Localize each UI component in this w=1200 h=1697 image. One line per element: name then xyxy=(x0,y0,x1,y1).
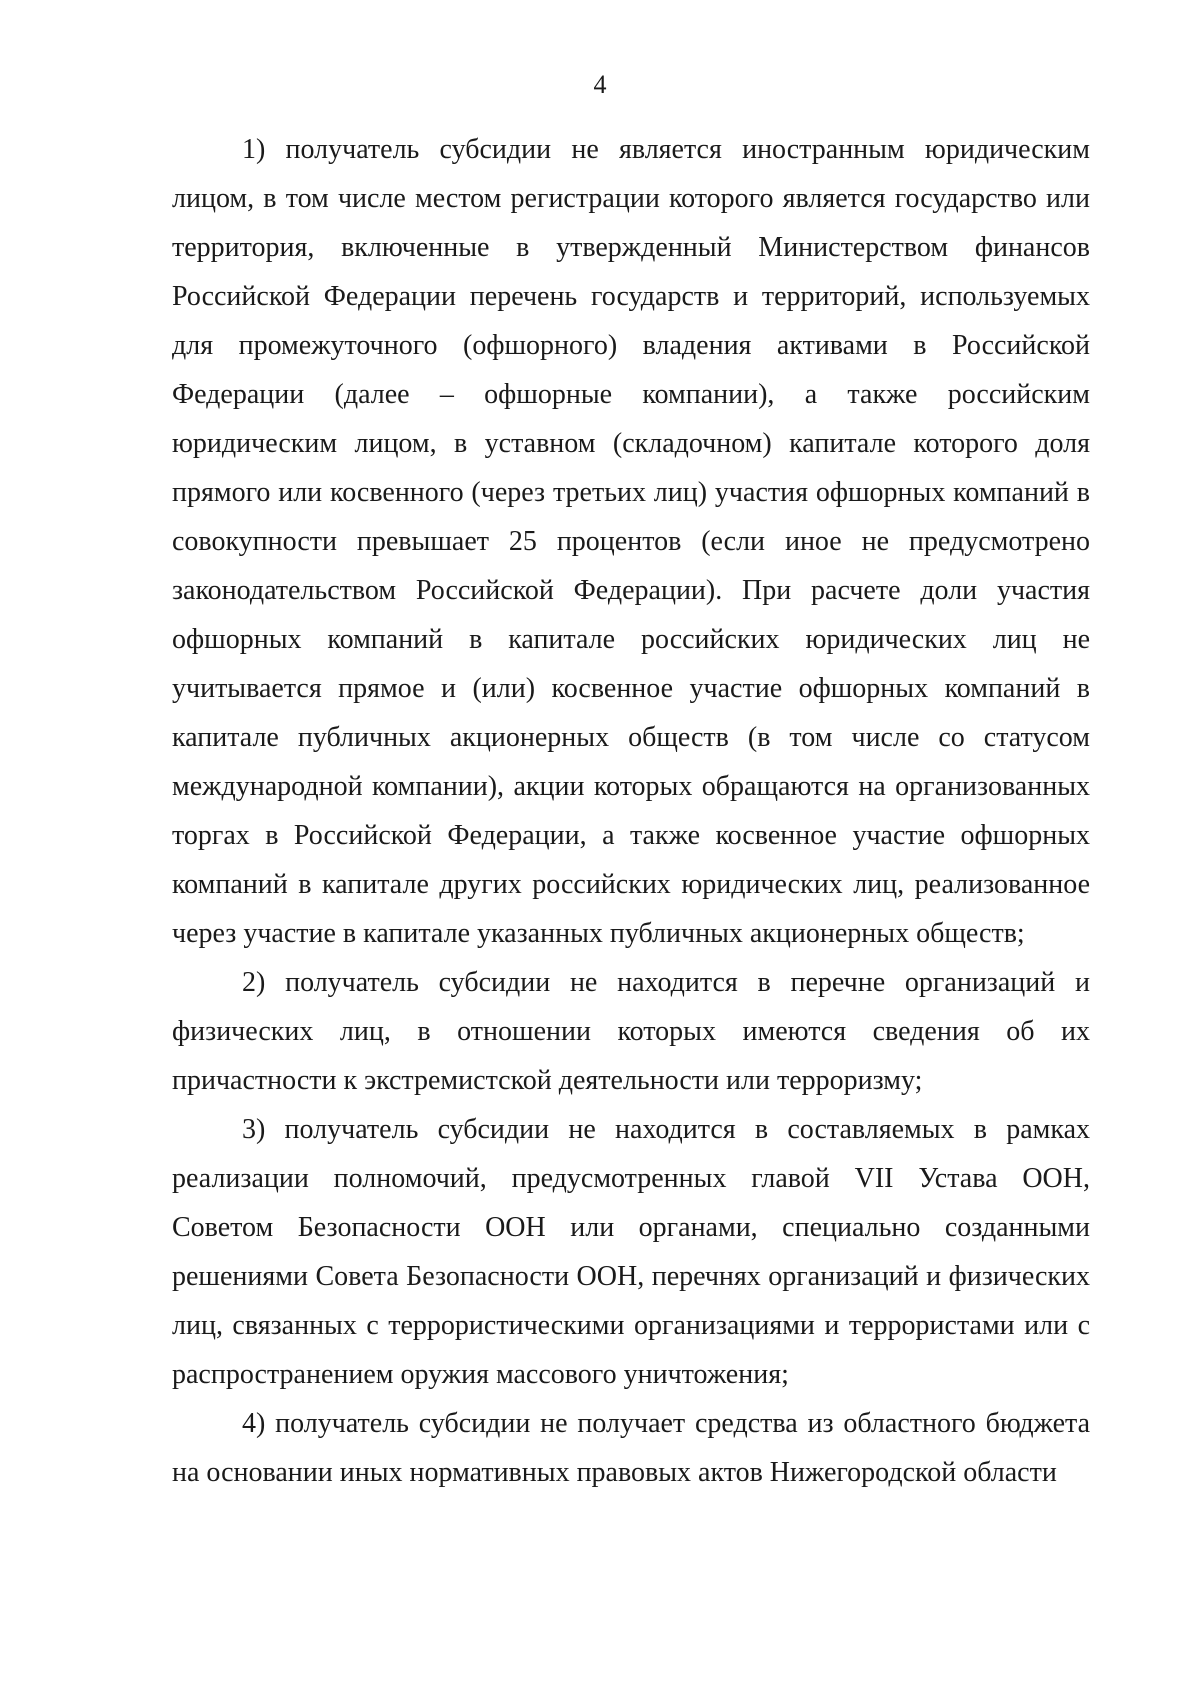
body-text xyxy=(172,125,1090,1497)
paragraph-4: 4) получатель субсидии не получает средства из областного бюджета на основании иных нормативных правовых актов Нижегородской области xyxy=(172,1408,1090,1488)
paragraph-1: 1) получатель субсидии не является иностранным юридическим лицом, в том числе местом регистрации которого является государство или территория, включенные в утвержденный Министерством финансов Российской Федерации перечень государств и территорий, используемых для промежуточного (офшорного) владения активами в Российской Федерации (далее – офшорные компании), а также российским юридическим лицом, в уставном (складочном) капитале которого доля прямого или косвенного (через третьих лиц) участия офшорных компаний в совокупности превышает 25 процентов (если иное не предусмотрено законодательством Российской Федерации). При расчете доли участия офшорных компаний в капитале российских юридических лиц не учитывается прямое и (или) косвенное участие офшорных компаний в капитале публичных акционерных обществ (в том числе со статусом международной компании), акции которых обращаются на организованных торгах в Российской Федерации, а также косвенное участие офшорных компаний в капитале других российских юридических лиц, реализованное через участие в капитале указанных публичных акционерных обществ; xyxy=(172,134,1090,949)
page-number: 4 xyxy=(593,70,607,99)
paragraph-2: 2) получатель субсидии не находится в перечне организаций и физических лиц, в отношении которых имеются сведения об их причастности к экстремистской деятельности или терроризму; xyxy=(172,967,1090,1096)
paragraph-3: 3) получатель субсидии не находится в составляемых в рамках реализации полномочий, предусмотренных главой VII Устава ООН, Советом Безопасности ООН или органами, специально созданными решениями Совета Безопасности ООН, перечнях организаций и физических лиц, связанных с террористическими организациями и террористами или с распространением оружия массового уничтожения; xyxy=(172,1114,1090,1390)
